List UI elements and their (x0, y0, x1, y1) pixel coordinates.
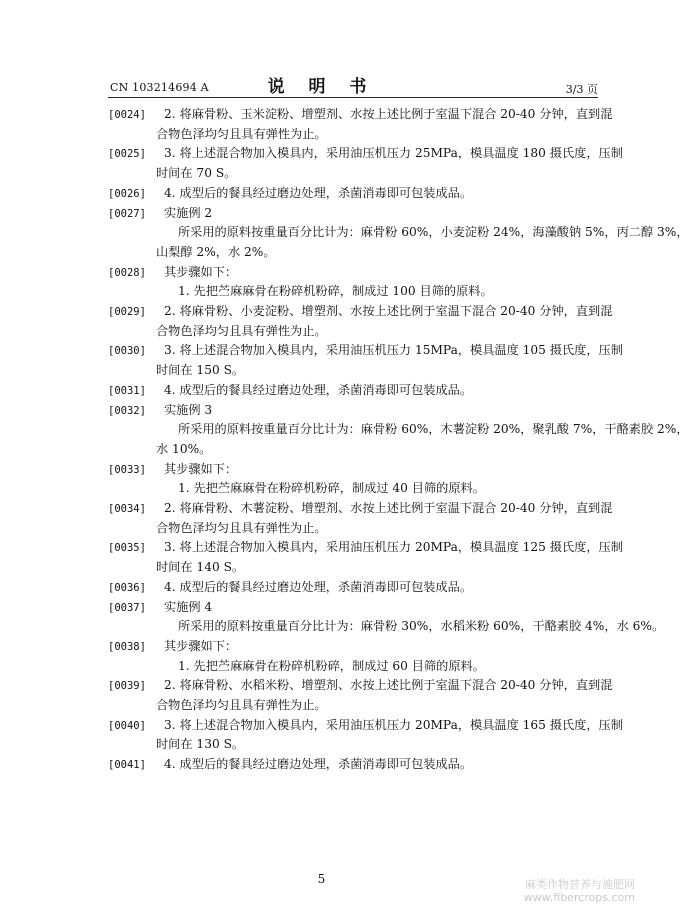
paragraph-line-numbered (108, 380, 598, 400)
line-text: 实施例 3 (164, 402, 213, 417)
line-text: 合物色泽均匀且具有弹性为止。 (156, 520, 327, 535)
paragraph-line-numbered (108, 675, 613, 695)
paragraph-line (108, 518, 598, 538)
page-indicator: 3/3 页 (565, 83, 598, 96)
paragraph-number: [0037] (108, 601, 146, 614)
header-divider (108, 97, 598, 98)
paragraph-number: [0039] (108, 680, 146, 693)
paragraph-line (108, 419, 689, 439)
paragraph-line (108, 360, 598, 380)
watermark (524, 878, 635, 904)
watermark-line-1: 麻类作物营养与施肥网 (525, 878, 635, 891)
line-text: 3. 将上述混合物加入模具内，采用油压机压力 20MPa，模具温度 125 摄氏度，压制 (164, 540, 623, 555)
paragraph-line-numbered (108, 301, 613, 321)
line-text: 1. 先把苎麻麻骨在粉碎机粉碎，制成过 60 目筛的原料。 (178, 658, 485, 673)
paragraph-line-numbered (108, 537, 623, 557)
paragraph-number: [0030] (108, 345, 146, 358)
paragraph-line-numbered (108, 498, 613, 518)
line-text: 所采用的原料按重量百分比计为：麻骨粉 60%，小麦淀粉 24%，海藻酸钠 5%，丙二醇 3%， (178, 225, 689, 240)
paragraph-line (108, 222, 689, 242)
paragraph-number: [0027] (108, 207, 146, 220)
paragraph-line (108, 163, 598, 183)
line-text: 合物色泽均匀且具有弹性为止。 (156, 698, 327, 712)
paragraph-line-numbered (108, 715, 623, 735)
line-text: 3. 将上述混合物加入模具内，采用油压机压力 20MPa，模具温度 165 摄氏度，压制 (164, 717, 623, 732)
paragraph-line-numbered (108, 636, 598, 656)
paragraph-number: [0029] (108, 306, 146, 318)
paragraph-number: [0028] (108, 266, 146, 279)
paragraph-number: [0033] (108, 463, 146, 476)
line-text: 2. 将麻骨粉、水稻米粉、增塑剂、水按上述比例于室温下混合 20-40 分钟，直到混 (164, 678, 613, 693)
paragraph-line-numbered (108, 459, 598, 479)
paragraph-line-numbered (108, 400, 598, 420)
page-number: 5 (317, 872, 326, 886)
paragraph-line-numbered (108, 262, 598, 282)
paragraph-line-numbered (108, 754, 598, 774)
line-text: 合物色泽均匀且具有弹性为止。 (156, 126, 327, 141)
paragraph-line (108, 656, 598, 676)
line-text: 时间在 150 S。 (156, 363, 245, 378)
line-text: 实施例 2 (164, 205, 213, 220)
watermark-line-2: www.fibercrops.com (523, 891, 635, 904)
paragraph-line (108, 734, 598, 754)
line-text: 水 10%。 (156, 441, 212, 456)
paragraph-line-numbered (108, 143, 623, 163)
line-text: 1. 先把苎麻麻骨在粉碎机粉碎，制成过 100 目筛的原料。 (178, 284, 493, 299)
paragraph-line (108, 281, 598, 301)
line-text: 4. 成型后的餐具经过磨边处理，杀菌消毒即可包装成品。 (164, 185, 473, 200)
line-text: 实施例 4 (164, 599, 213, 614)
paragraph-number: [0040] (108, 719, 146, 732)
line-text: 其步骤如下： (164, 638, 238, 653)
paragraph-line-numbered (108, 203, 598, 223)
line-text: 合物色泽均匀且具有弹性为止。 (156, 323, 327, 338)
line-text: 时间在 70 S。 (156, 166, 237, 181)
paragraph-line (108, 695, 598, 715)
paragraph-number: [0041] (108, 759, 146, 772)
line-text: 山梨醇 2%，水 2%。 (156, 244, 276, 259)
paragraph-line-numbered (108, 577, 598, 597)
paragraph-line-numbered (108, 340, 623, 360)
line-text: 所采用的原料按重量百分比计为：麻骨粉 60%，木薯淀粉 20%，聚乳酸 7%，干酪素胶 2%， (178, 422, 689, 437)
paragraph-number: [0038] (108, 640, 146, 653)
paragraph-line (108, 439, 598, 459)
paragraph-line (108, 616, 665, 636)
paragraph-number: [0036] (108, 581, 146, 594)
patent-number: CN 103214694 A (110, 81, 209, 94)
paragraph-number: [0035] (108, 542, 146, 555)
paragraph-line-numbered (108, 104, 613, 124)
line-text: 其步骤如下： (164, 264, 238, 279)
paragraph-line (108, 242, 598, 262)
page-title: 说 明 书 (267, 77, 376, 97)
paragraph-line (108, 557, 598, 577)
paragraph-number: [0026] (108, 187, 146, 200)
paragraph-number: [0024] (108, 109, 146, 121)
line-text: 时间在 140 S。 (156, 560, 245, 575)
paragraph-line-numbered (108, 597, 598, 617)
line-text: 3. 将上述混合物加入模具内，采用油压机压力 15MPa，模具温度 105 摄氏度，压制 (164, 343, 623, 358)
paragraph-number: [0032] (108, 404, 146, 417)
line-text: 3. 将上述混合物加入模具内，采用油压机压力 25MPa，模具温度 180 摄氏度，压制 (164, 146, 623, 161)
line-text: 4. 成型后的餐具经过磨边处理，杀菌消毒即可包装成品。 (164, 579, 473, 594)
paragraph-line (108, 321, 598, 341)
line-text: 2. 将麻骨粉、木薯淀粉、增塑剂、水按上述比例于室温下混合 20-40 分钟，直到混 (164, 501, 613, 515)
line-text: 1. 先把苎麻麻骨在粉碎机粉碎，制成过 40 目筛的原料。 (178, 481, 485, 496)
line-text: 其步骤如下： (164, 461, 238, 476)
paragraph-number: [0025] (108, 148, 146, 161)
paragraph-line (108, 124, 598, 144)
line-text: 2. 将麻骨粉、小麦淀粉、增塑剂、水按上述比例于室温下混合 20-40 分钟，直到混 (164, 304, 613, 318)
paragraph-line (108, 478, 598, 498)
line-text: 所采用的原料按重量百分比计为：麻骨粉 30%，水稻米粉 60%，干酪素胶 4%，水 6%。 (178, 619, 665, 634)
line-text: 4. 成型后的餐具经过磨边处理，杀菌消毒即可包装成品。 (164, 757, 473, 772)
paragraph-line-numbered (108, 183, 598, 203)
line-text: 2. 将麻骨粉、玉米淀粉、增塑剂、水按上述比例于室温下混合 20-40 分钟，直到混 (164, 107, 613, 121)
line-text: 时间在 130 S。 (156, 737, 245, 752)
line-text: 4. 成型后的餐具经过磨边处理，杀菌消毒即可包装成品。 (164, 382, 473, 397)
paragraph-number: [0031] (108, 384, 146, 397)
paragraph-number: [0034] (108, 503, 146, 515)
